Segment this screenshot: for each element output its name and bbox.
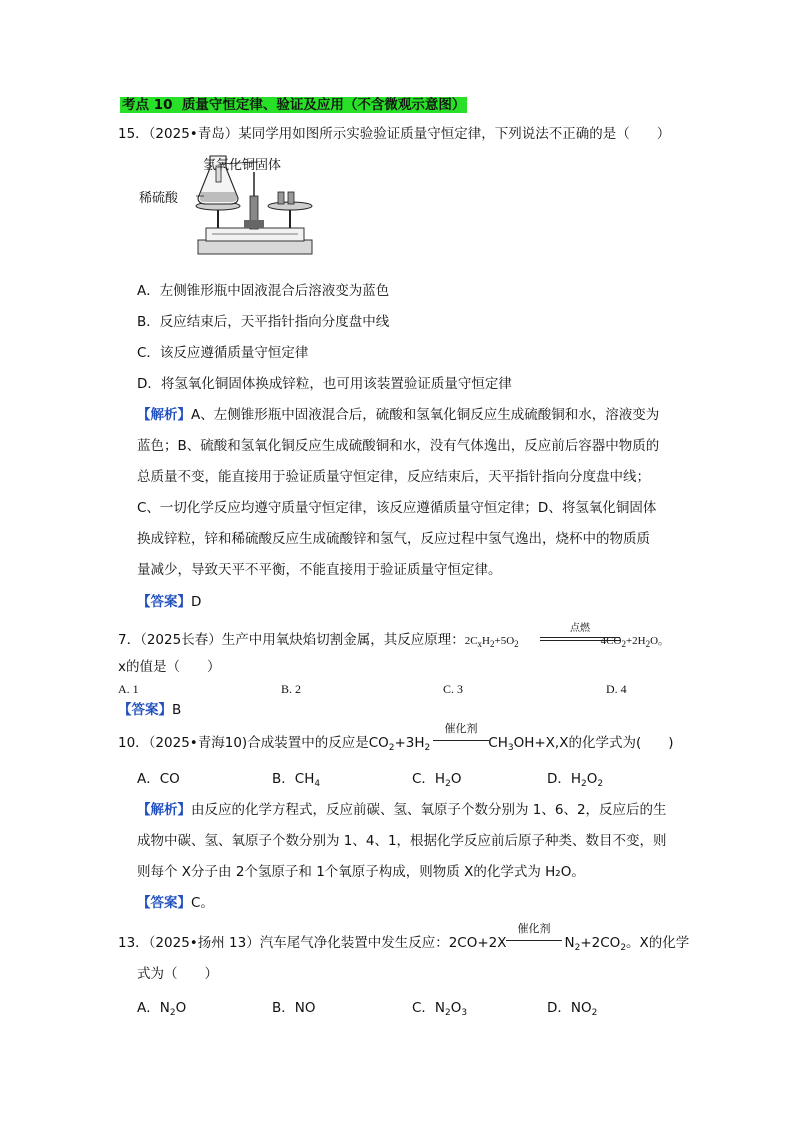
- q15-option-a: A．左侧锥形瓶中固液混合后溶液变为蓝色: [137, 283, 390, 299]
- q7-reaction-arrow-2: [540, 640, 620, 641]
- q7-option-d: D. 4: [606, 682, 627, 696]
- q15-analysis-line-6: 量减少，导致天平不平衡，不能直接用于验证质量守恒定律。: [137, 562, 502, 578]
- q15-analysis-line-1: 【解析】A、左侧锥形瓶中固液混合后，硫酸和氢氧化铜反应生成硫酸铜和水，溶液变为: [137, 407, 660, 423]
- q7-reaction-arrow: [540, 637, 620, 638]
- q10-option-b: B．$CH_4$: [272, 771, 321, 789]
- q7-line2: x的值是（ ）: [118, 659, 221, 675]
- q7-option-b: B. 2: [281, 682, 302, 696]
- q15-option-c: C．该反应遵循质量守恒定律: [137, 345, 309, 361]
- answer-tag: 【答案】: [118, 702, 172, 718]
- q10-reaction-arrow: [433, 740, 489, 741]
- q15-analysis-line-5: 换成锌粒，锌和稀硫酸反应生成硫酸锌和氢气，反应过程中氢气逸出，烧杯中的物质质: [137, 531, 650, 547]
- q10-condition: 催化剂: [444, 722, 478, 735]
- q15-analysis-line-2: 蓝色；B、硫酸和氢氧化铜反应生成硫酸铜和水，没有气体逸出，反应前后容器中物质的: [137, 438, 660, 454]
- q7-stem: 7．（2025长春）生产中用氧炔焰切割金属，其反应原理：$2C_xH_2+5O_2$ $4CO_2+2H_2O$。: [118, 632, 670, 649]
- q13-option-a: A．$N_2O$: [137, 1000, 187, 1018]
- q10-option-d: D．$H_2O_2$: [547, 771, 604, 789]
- analysis-tag: 【解析】: [137, 407, 191, 423]
- q13-reaction-arrow: [506, 940, 562, 941]
- q10-analysis-line-2: 成物中碳、氢、氧原子个数分别为 1、4、1，根据化学反应前后原子种类、数目不变，则: [137, 833, 667, 849]
- section-tag: 考点 10 质量守恒定律、验证及应用（不含微观示意图）: [122, 97, 466, 113]
- q10-stem: 10．（2025•青海10)合成装置中的反应是$CO_2+3H_2$ $CH_3OH+X,X$的化学式为( ): [118, 735, 674, 753]
- q10-analysis-line-1: 【解析】由反应的化学方程式，反应前碳、氢、氧原子个数分别为 1、6、2，反应后的生: [137, 802, 667, 818]
- q10-option-a: A．CO: [137, 771, 180, 787]
- q7-condition: 点燃: [570, 623, 590, 634]
- q10-answer: 【答案】C。: [137, 895, 214, 911]
- q10-option-c: C．$H_2O$: [412, 771, 462, 789]
- figure-label-left: 稀硫酸: [139, 191, 179, 206]
- q15-analysis-line-3: 总质量不变，能直接用于验证质量守恒定律，反应结束后，天平指针指向分度盘中线；: [137, 469, 650, 485]
- q15-stem: 15．（2025•青岛）某同学用如图所示实验验证质量守恒定律，下列说法不正确的是（ ）: [118, 126, 671, 142]
- q7-option-a: A. 1: [118, 682, 139, 696]
- q15-analysis-line-4: C、一切化学反应均遵守质量守恒定律，该反应遵循质量守恒定律；D、将氢氧化铜固体: [137, 500, 657, 516]
- q13-option-b: B．NO: [272, 1000, 316, 1016]
- q15-option-b: B．反应结束后，天平指针指向分度盘中线: [137, 314, 390, 330]
- q7-option-c: C. 3: [443, 682, 464, 696]
- q15-answer: 【答案】D: [137, 594, 202, 610]
- q13-condition: 催化剂: [517, 922, 551, 935]
- analysis-tag: 【解析】: [137, 802, 191, 818]
- figure-label-top: 氢氧化铜固体: [203, 158, 282, 173]
- q15-option-d: D．将氢氧化铜固体换成锌粒，也可用该装置验证质量守恒定律: [137, 376, 512, 392]
- q13-option-d: D．$NO_2$: [547, 1000, 598, 1018]
- answer-tag: 【答案】: [137, 594, 191, 610]
- q13-line2: 式为（ ）: [137, 966, 218, 982]
- section-header: [120, 95, 467, 115]
- q10-analysis-line-3: 则每个 X分子由 2个氢原子和 1个氧原子构成，则物质 X的化学式为 H₂O。: [137, 864, 585, 880]
- q13-stem: 13．（2025•扬州 13）汽车尾气净化装置中发生反应：2CO+2X $N_2+2CO_2$。X的化学: [118, 935, 690, 953]
- q13-option-c: C．$N_2O_3$: [412, 1000, 468, 1018]
- q7-answer: 【答案】B: [118, 702, 182, 718]
- answer-tag: 【答案】: [137, 895, 191, 911]
